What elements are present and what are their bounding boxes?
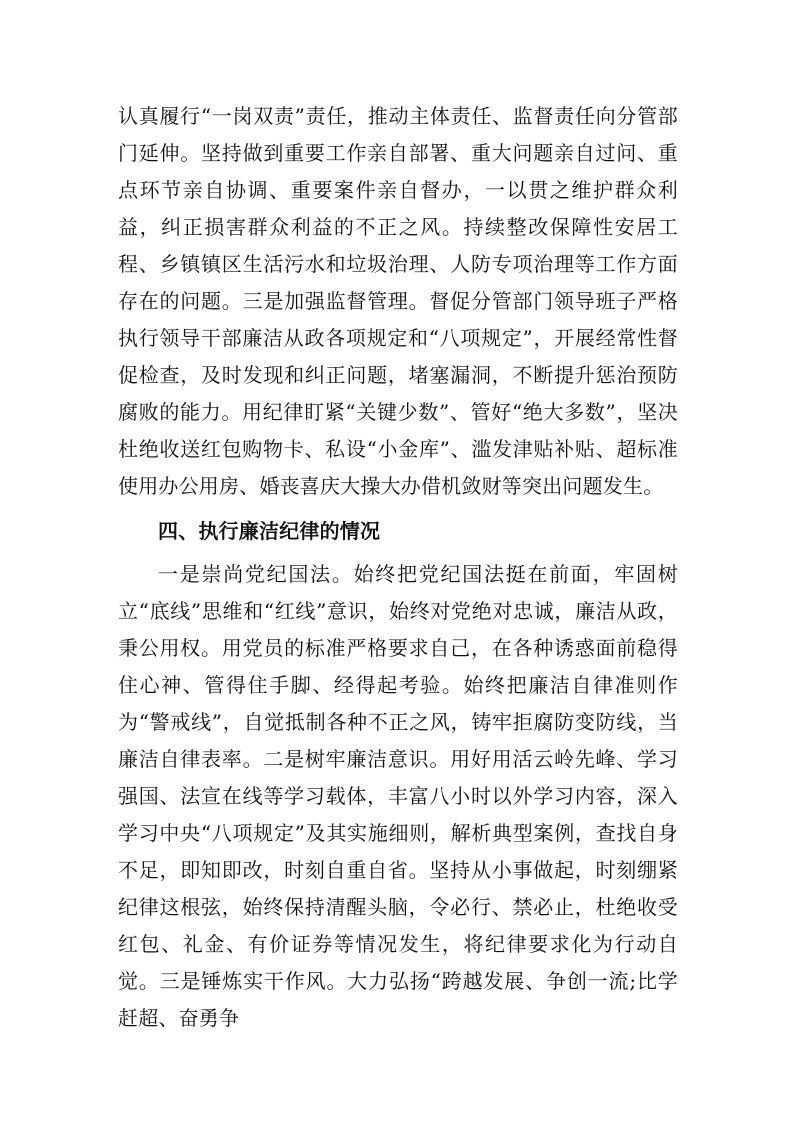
body-paragraph: 一是崇尚党纪国法。始终把党纪国法挺在前面，牢固树立“底线”思维和“红线”意识，始终对党绝对忠诚，廉洁从政，秉公用权。用党员的标准严格要求自己，在各种诱惑面前稳得住心神、管得住手脚、经得起考验。始终把廉洁自律准则作为“警戒线”，自觉抵制各种不正之风，铸牢拒腐防变防线，当廉洁自律表率。二是树牢廉洁意识。用好用活云岭先峰、学习强国、法宣在线等学习载体，丰富八小时以外学习内容，深入学习中央“八项规定”及其实施细则，解析典型案例，查找自身不足，即知即改，时刻自重自省。坚持从小事做起，时刻绷紧纪律这根弦，始终保持清醒头脑，令必行、禁必止，杜绝收受红包、礼金、有价证券等情况发生，将纪律要求化为行动自觉。三是锤炼实干作风。大力弘扬“跨越发展、争创一流;比学赶超、奋勇争 [118,562,678,1030]
section-heading: 四、执行廉洁纪律的情况 [158,519,381,543]
body-paragraph-continued: 认真履行“一岗双责”责任，推动主体责任、监督责任向分管部门延伸。坚持做到重要工作亲自部署、重大问题亲自过问、重点环节亲自协调、重要案件亲自督办，一以贯之维护群众利益，纠正损害群众利益的不正之风。持续整改保障性安居工程、乡镇镇区生活污水和垃圾治理、人防专项治理等工作方面存在的问题。三是加强监督管理。督促分管部门领导班子严格执行领导干部廉洁从政各项规定和“八项规定”，开展经常性督促检查，及时发现和纠正问题，堵塞漏洞，不断提升惩治预防腐败的能力。用纪律盯紧“关键少数”、管好“绝大多数”，坚决杜绝收送红包购物卡、私设“小金库”、滥发津贴补贴、超标准使用办公用房、婚丧喜庆大操大办借机敛财等突出问题发生。 [118,104,678,498]
document-body [118,98,678,1037]
